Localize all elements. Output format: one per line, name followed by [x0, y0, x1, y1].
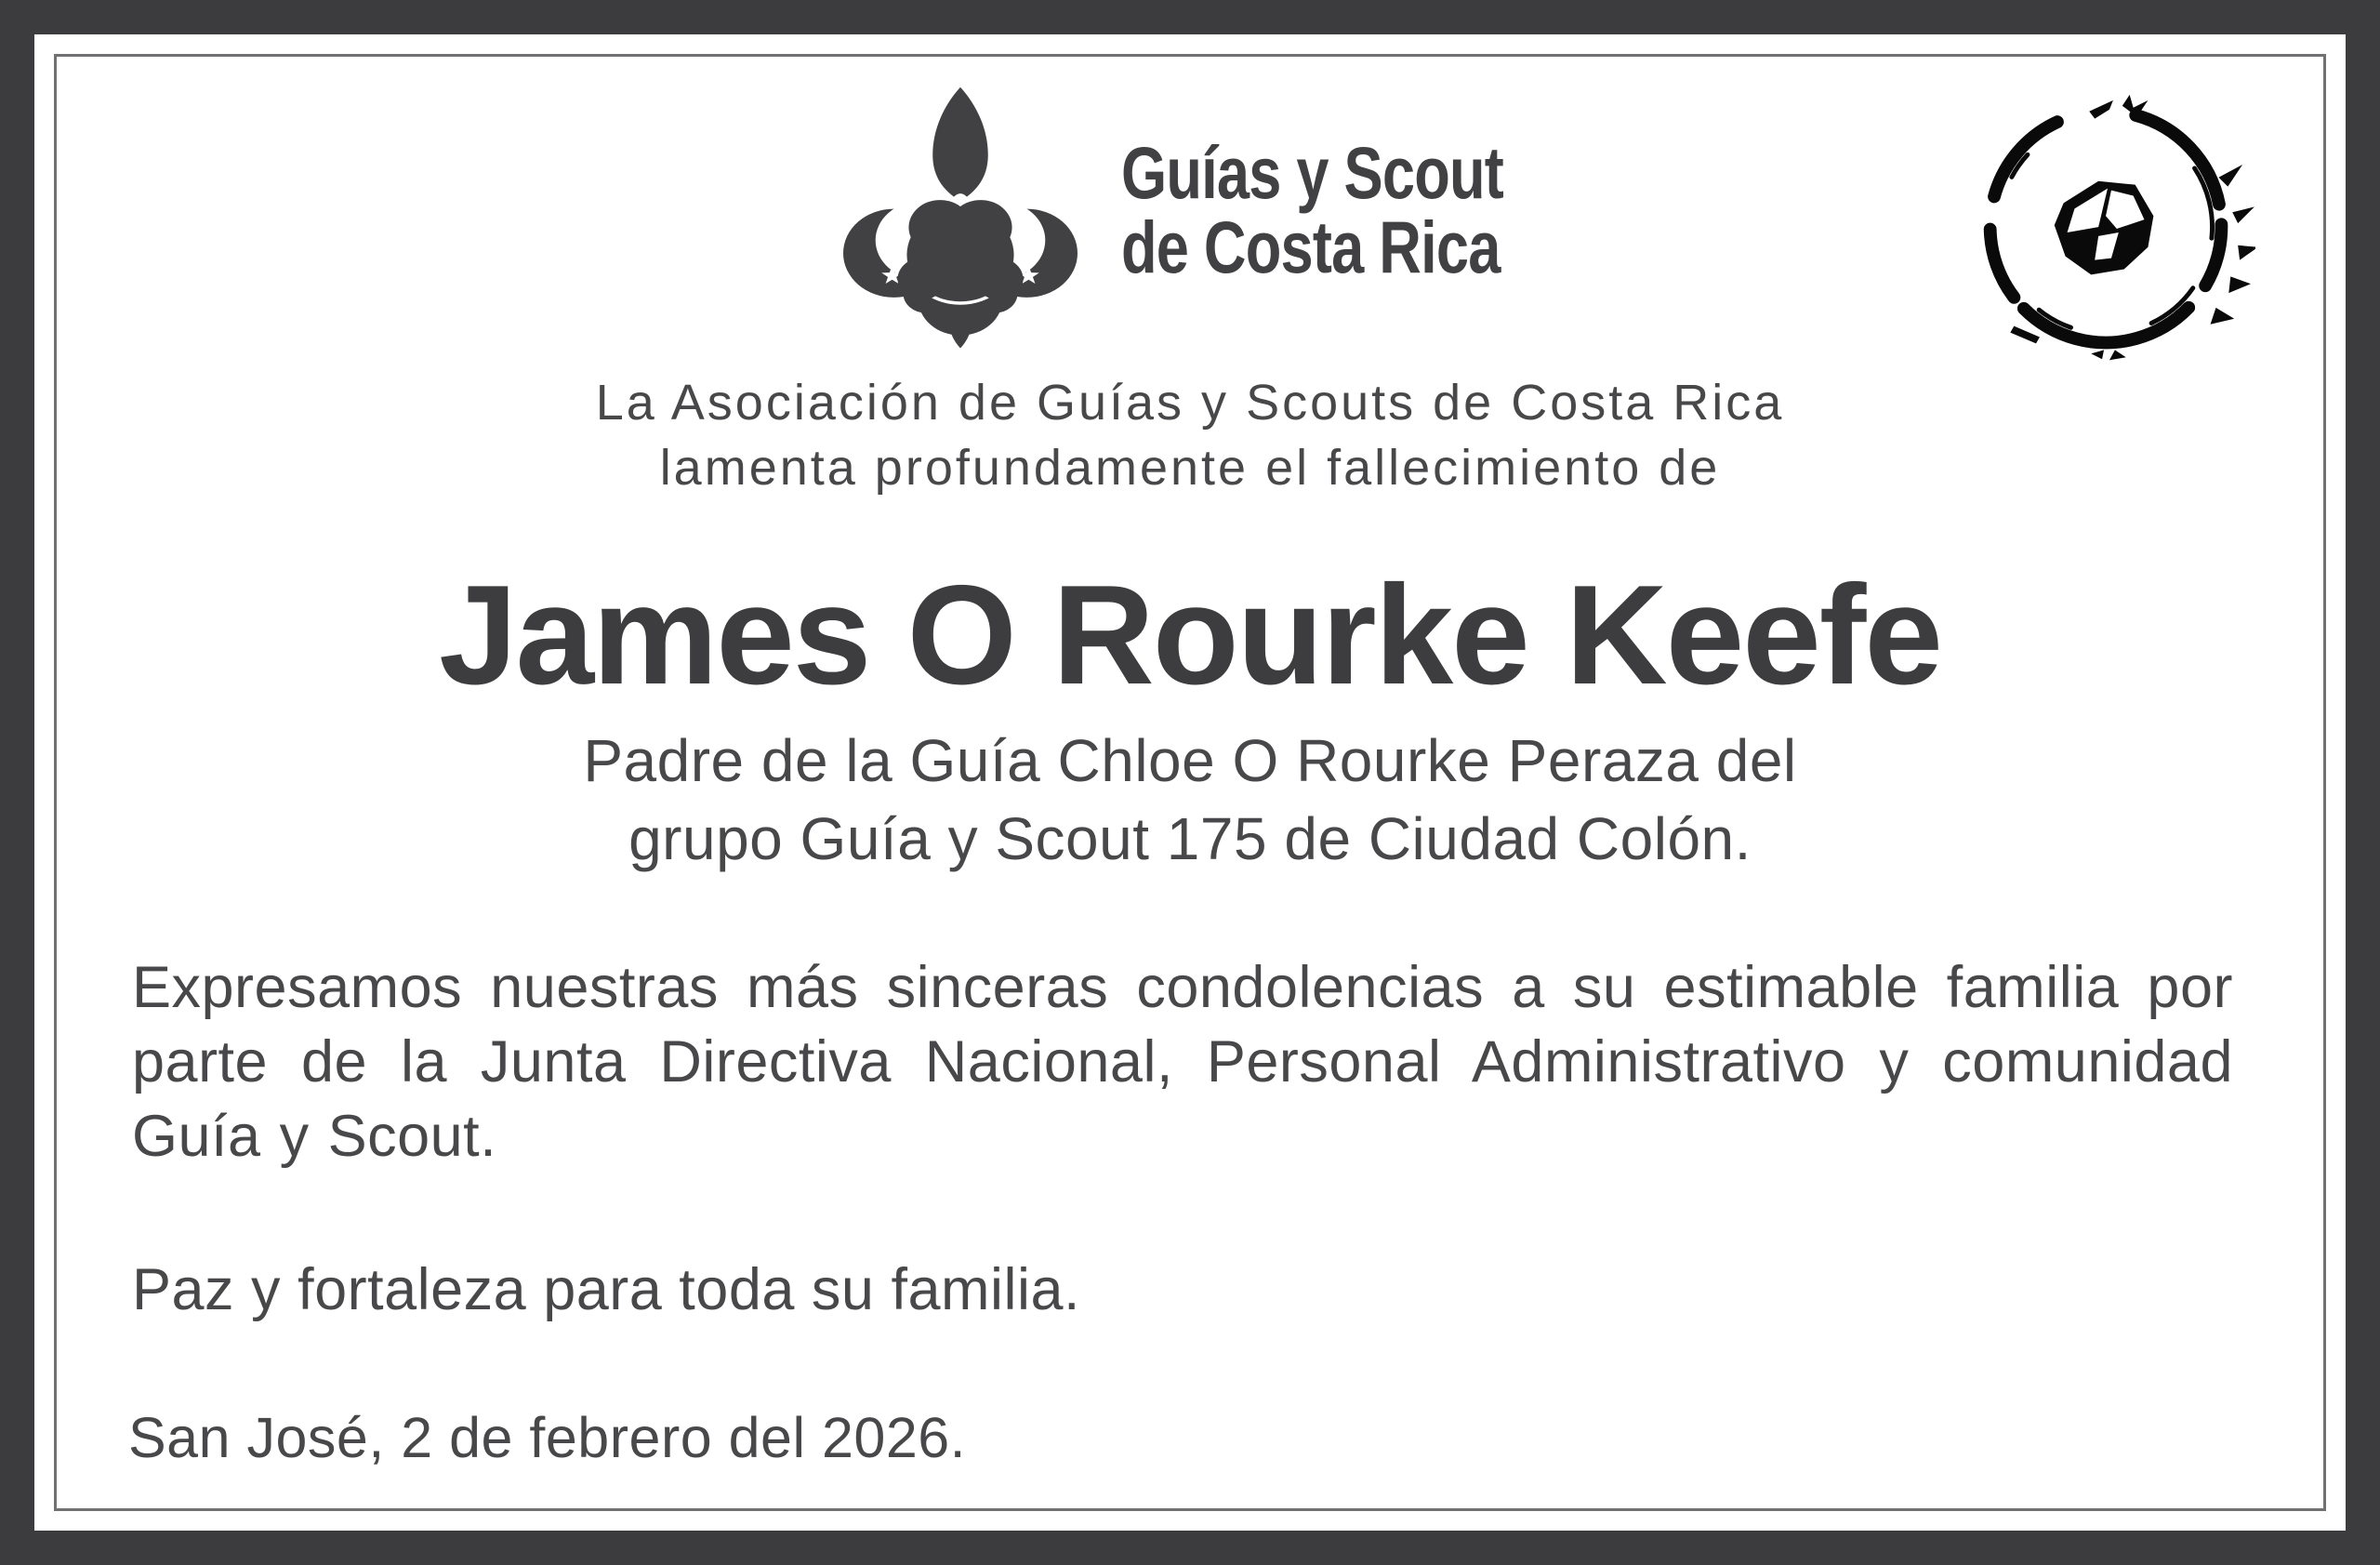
- condolence-paragraph: Expresamos nuestras más sinceras condolencias a su estimable familia por parte de la Junta Directiva Nacional, Personal Administrativo y comunidad Guía y Scout.: [132, 955, 2233, 1169]
- farewell-line: Paz y fortaleza para toda su familia.: [132, 1257, 1081, 1322]
- relation-lines: [0, 722, 2380, 878]
- logotype: [1121, 131, 1599, 288]
- guias-y-scouts-logo-icon: [842, 86, 1078, 351]
- relation-line-2: grupo Guía y Scout 175 de Ciudad Colón.: [628, 805, 1752, 872]
- intro-line-1: La Asociación de Guías y Scouts de Costa Rica: [595, 375, 1785, 431]
- relation-line-1: Padre de la Guía Chloe O Rourke Peraza del: [583, 727, 1797, 794]
- deceased-name: James O Rourke Keefe: [439, 556, 1941, 714]
- intro-line-2: lamenta profundamente el fallecimiento de: [659, 440, 1721, 496]
- intro-lines: [0, 370, 2380, 500]
- dateline: San José, 2 de febrero del 2026.: [128, 1406, 967, 1469]
- logotype-line-2: de Costa Rica: [1121, 206, 1501, 288]
- logotype-line-1: Guías y Scout: [1121, 131, 1504, 214]
- neckerchief-sketch-icon: [1960, 89, 2255, 374]
